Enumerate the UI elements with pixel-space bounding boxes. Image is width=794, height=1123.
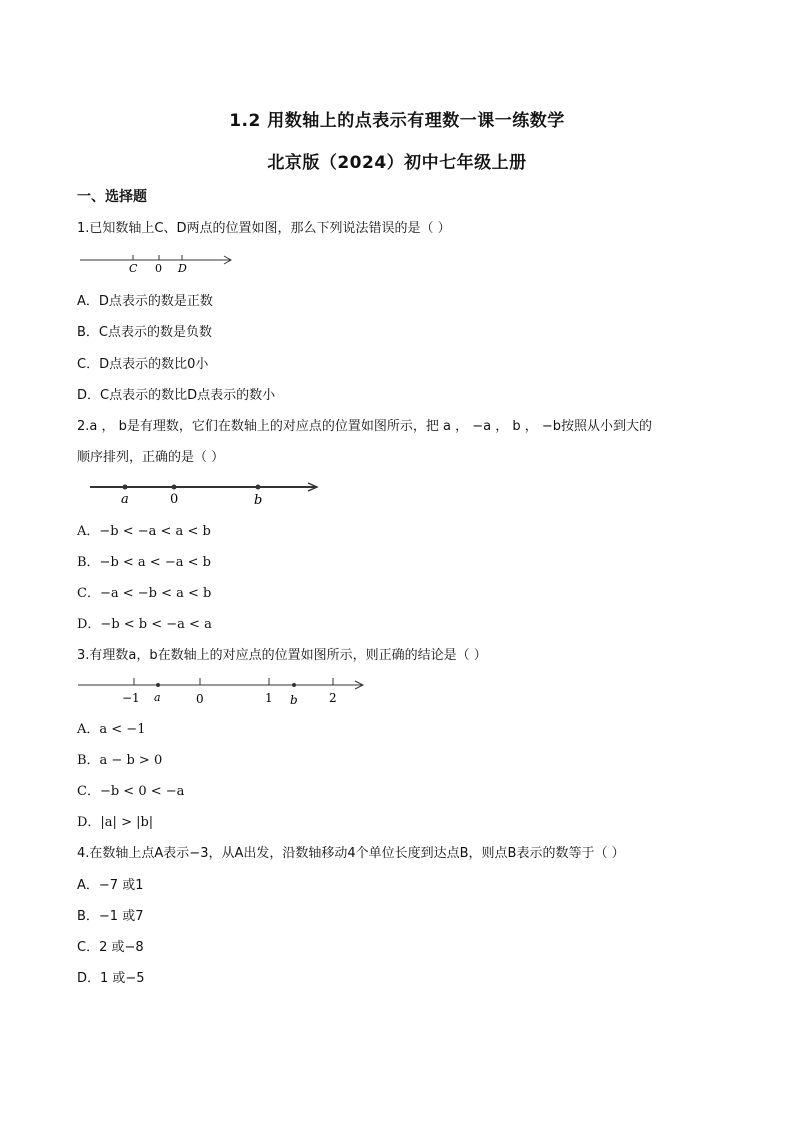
axis-label-a: a (154, 691, 161, 704)
question-2-number-line (88, 478, 323, 508)
axis-label-zero: 0 (170, 492, 179, 507)
page-subtitle: 北京版（2024）初中七年级上册 (267, 153, 527, 173)
axis-label-zero: 0 (196, 692, 204, 706)
question-4-option-d[interactable]: D．1 或−5 (77, 971, 145, 986)
question-4-option-b[interactable]: B．−1 或7 (77, 909, 144, 924)
question-3-stem: 3.有理数a，b在数轴上的对应点的位置如图所示，则正确的结论是（ ） (77, 648, 487, 663)
question-2-option-b[interactable]: B．−b < a < −a < b (77, 555, 211, 570)
question-2-option-d[interactable]: D．−b < b < −a < a (77, 617, 212, 632)
axis-label-b: b (290, 693, 298, 707)
axis-label-two: 2 (329, 691, 337, 705)
question-1-option-d[interactable]: D．C点表示的数比D点表示的数小 (77, 388, 276, 403)
question-4-stem: 4.在数轴上点A表示−3，从A出发，沿数轴移动4个单位长度到达点B，则点B表示的数等于（ ） (77, 846, 625, 861)
axis-label-zero: 0 (155, 262, 162, 275)
question-2-option-c[interactable]: C．−a < −b < a < b (77, 586, 212, 601)
question-3-option-b[interactable]: B．a − b > 0 (77, 753, 163, 768)
question-4-option-c[interactable]: C．2 或−8 (77, 940, 144, 955)
question-2-stem-line-2: 顺序排列，正确的是（ ） (77, 450, 225, 465)
question-2-option-a[interactable]: A．−b < −a < a < b (77, 524, 211, 539)
axis-label-one: 1 (265, 691, 273, 705)
question-3-option-c[interactable]: C．−b < 0 < −a (77, 784, 185, 799)
question-1-option-c[interactable]: C．D点表示的数比0小 (77, 357, 209, 372)
axis-label-minus-one: −1 (122, 691, 140, 705)
question-1-number-line (78, 250, 238, 276)
axis-label-c: C (129, 262, 138, 275)
page-title: 1.2 用数轴上的点表示有理数一课一练数学 (229, 111, 565, 131)
question-3-option-a[interactable]: A．a < −1 (77, 722, 146, 737)
question-4-option-a[interactable]: A．−7 或1 (77, 878, 144, 893)
axis-label-b: b (254, 493, 263, 508)
section-heading-choice: 一、选择题 (77, 189, 147, 205)
question-1-option-b[interactable]: B．C点表示的数是负数 (77, 325, 212, 340)
question-3-number-line (78, 675, 368, 707)
axis-label-a: a (121, 492, 129, 507)
question-2-stem-line-1: 2.a ， b是有理数，它们在数轴上的对应点的位置如图所示，把 a ， −a ， b ， −b按照从小到大的 (77, 419, 653, 434)
question-1-option-a[interactable]: A．D点表示的数是正数 (77, 294, 213, 309)
question-3-option-d[interactable]: D．|a| > |b| (77, 815, 154, 830)
axis-label-d: D (178, 262, 187, 275)
question-1-stem: 1.已知数轴上C、D两点的位置如图，那么下列说法错误的是（ ） (77, 221, 451, 236)
